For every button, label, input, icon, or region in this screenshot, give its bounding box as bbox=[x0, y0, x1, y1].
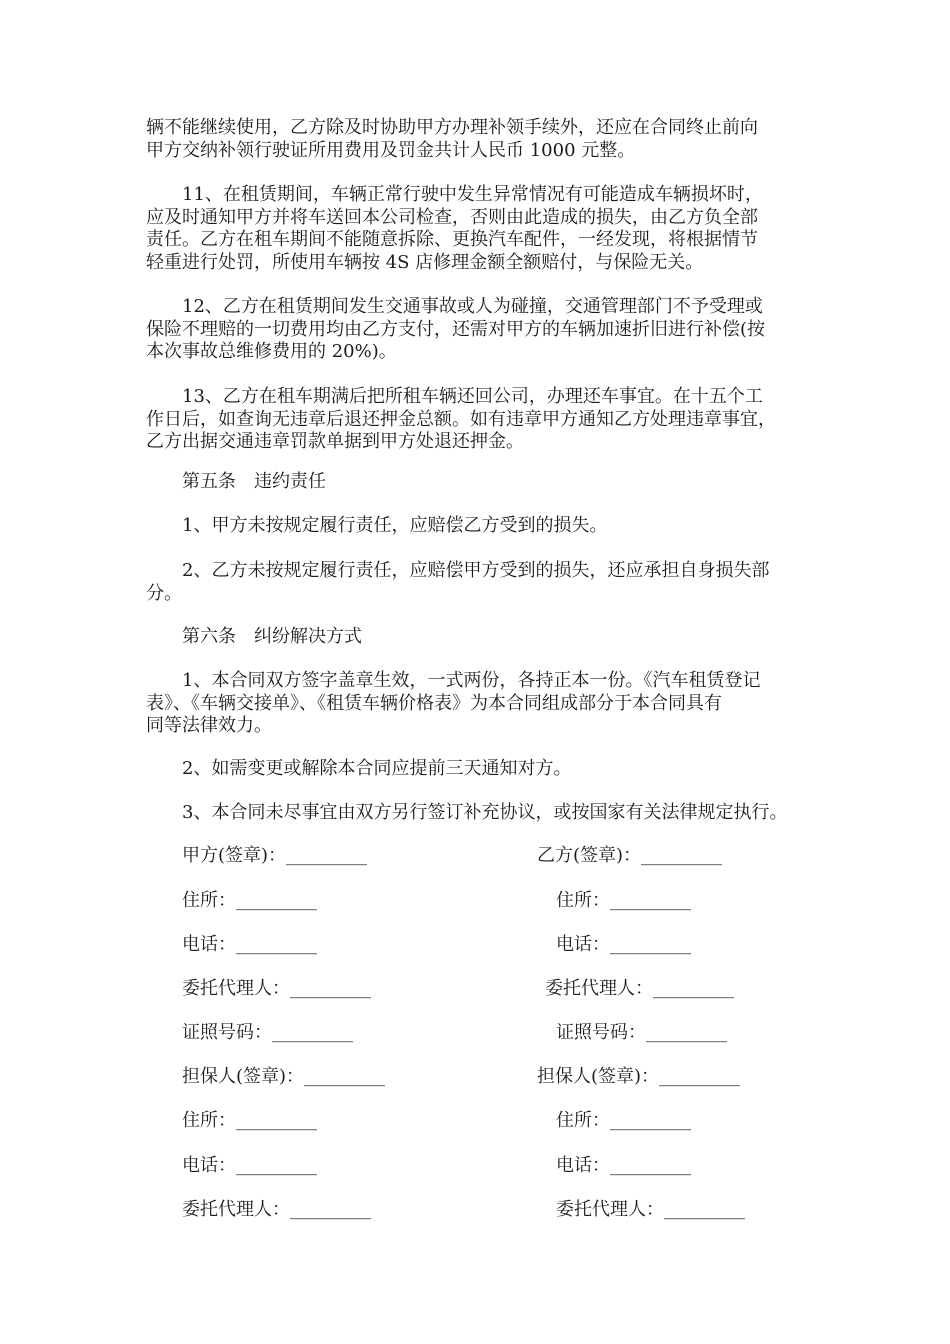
text-line: 分。 bbox=[146, 582, 182, 604]
text-line: 本次事故总维修费用的 20%)。 bbox=[146, 341, 397, 362]
party-a-agent-field: 委托代理人：_________ bbox=[182, 978, 371, 999]
party-a-id-number-field: 证照号码：_________ bbox=[182, 1022, 353, 1043]
clause-12 bbox=[146, 296, 816, 364]
party-b-id-number-field: 证照号码：_________ bbox=[556, 1022, 727, 1043]
party-a-guarantor-field: 担保人(签章)：_________ bbox=[182, 1066, 386, 1087]
party-b-guarantor-field: 担保人(签章)：_________ bbox=[537, 1066, 741, 1087]
party-a-address-field: 住所：_________ bbox=[182, 890, 317, 911]
text-line: 应及时通知甲方并将车送回本公司检查，否则由此造成的损失，由乙方负全部 bbox=[146, 206, 758, 228]
article-6-clause-2: 2、如需变更或解除本合同应提前三天通知对方。 bbox=[182, 758, 572, 779]
party-b-guarantor-agent-field: 委托代理人：_________ bbox=[556, 1199, 745, 1220]
party-a-guarantor-phone-field: 电话：_________ bbox=[182, 1155, 317, 1176]
text-line: 11、在租赁期间，车辆正常行驶中发生异常情况有可能造成车辆损坏时， bbox=[182, 184, 763, 205]
party-a-signature-field: 甲方(签章)：_________ bbox=[182, 845, 368, 866]
party-a-guarantor-address-field: 住所：_________ bbox=[182, 1110, 317, 1131]
party-b-signature-field: 乙方(签章)：_________ bbox=[537, 845, 723, 866]
text-line: 辆不能继续使用，乙方除及时协助甲方办理补领手续外，还应在合同终止前向 bbox=[146, 117, 758, 138]
party-b-phone-field: 电话：_________ bbox=[556, 934, 691, 955]
article-5-clause-1: 1、甲方未按规定履行责任，应赔偿乙方受到的损失。 bbox=[182, 515, 608, 536]
clause-13 bbox=[146, 386, 816, 454]
text-line: 责任。乙方在租车期间不能随意拆除、更换汽车配件，一经发现，将根据情节 bbox=[146, 229, 758, 250]
text-line: 保险不理赔的一切费用均由乙方支付，还需对甲方的车辆加速折旧进行补偿(按 bbox=[146, 318, 766, 340]
article-6-clause-1: 1、本合同双方签字盖章生效，一式两份，各持正本一份。《汽车租赁登记 表》、《车辆交接单》、《租赁车辆价格表》为本合同组成部分于本合同具有 同等法律效力。 bbox=[146, 670, 816, 738]
party-b-agent-field: 委托代理人：_________ bbox=[545, 978, 734, 999]
text-line: 12、乙方在租赁期间发生交通事故或人为碰撞，交通管理部门不予受理或 bbox=[182, 296, 763, 317]
article-6-clause-3: 3、本合同未尽事宜由双方另行签订补充协议，或按国家有关法律规定执行。 bbox=[182, 802, 788, 823]
party-a-phone-field: 电话：_________ bbox=[182, 934, 317, 955]
article-6-title: 第六条 纠纷解决方式 bbox=[182, 626, 362, 647]
party-b-guarantor-phone-field: 电话：_________ bbox=[556, 1155, 691, 1176]
text-line: 轻重进行处罚，所使用车辆按 4S 店修理金额全额赔付，与保险无关。 bbox=[146, 251, 704, 273]
text-line: 作日后，如查询无违章后退还押金总额。如有违章甲方通知乙方处理违章事宜， bbox=[146, 408, 776, 430]
text-line: 13、乙方在租车期满后把所租车辆还回公司，办理还车事宜。在十五个工 bbox=[182, 386, 763, 407]
party-b-guarantor-address-field: 住所：_________ bbox=[556, 1110, 691, 1131]
text-line: 甲方交纳补领行驶证所用费用及罚金共计人民币 1000 元整。 bbox=[146, 139, 636, 161]
clause-11 bbox=[146, 184, 816, 274]
text-line: 表》、《车辆交接单》、《租赁车辆价格表》为本合同组成部分于本合同具有 bbox=[146, 692, 722, 714]
party-a-guarantor-agent-field: 委托代理人：_________ bbox=[182, 1199, 371, 1220]
paragraph-continuation bbox=[146, 117, 816, 162]
text-line: 同等法律效力。 bbox=[146, 715, 272, 736]
article-5-title: 第五条 违约责任 bbox=[182, 471, 326, 492]
party-b-address-field: 住所：_________ bbox=[556, 890, 691, 911]
article-5-clause-2: 2、乙方未按规定履行责任，应赔偿甲方受到的损失，还应承担自身损失部 分。 bbox=[146, 560, 816, 605]
text-line: 乙方出据交通违章罚款单据到甲方处退还押金。 bbox=[146, 431, 524, 452]
